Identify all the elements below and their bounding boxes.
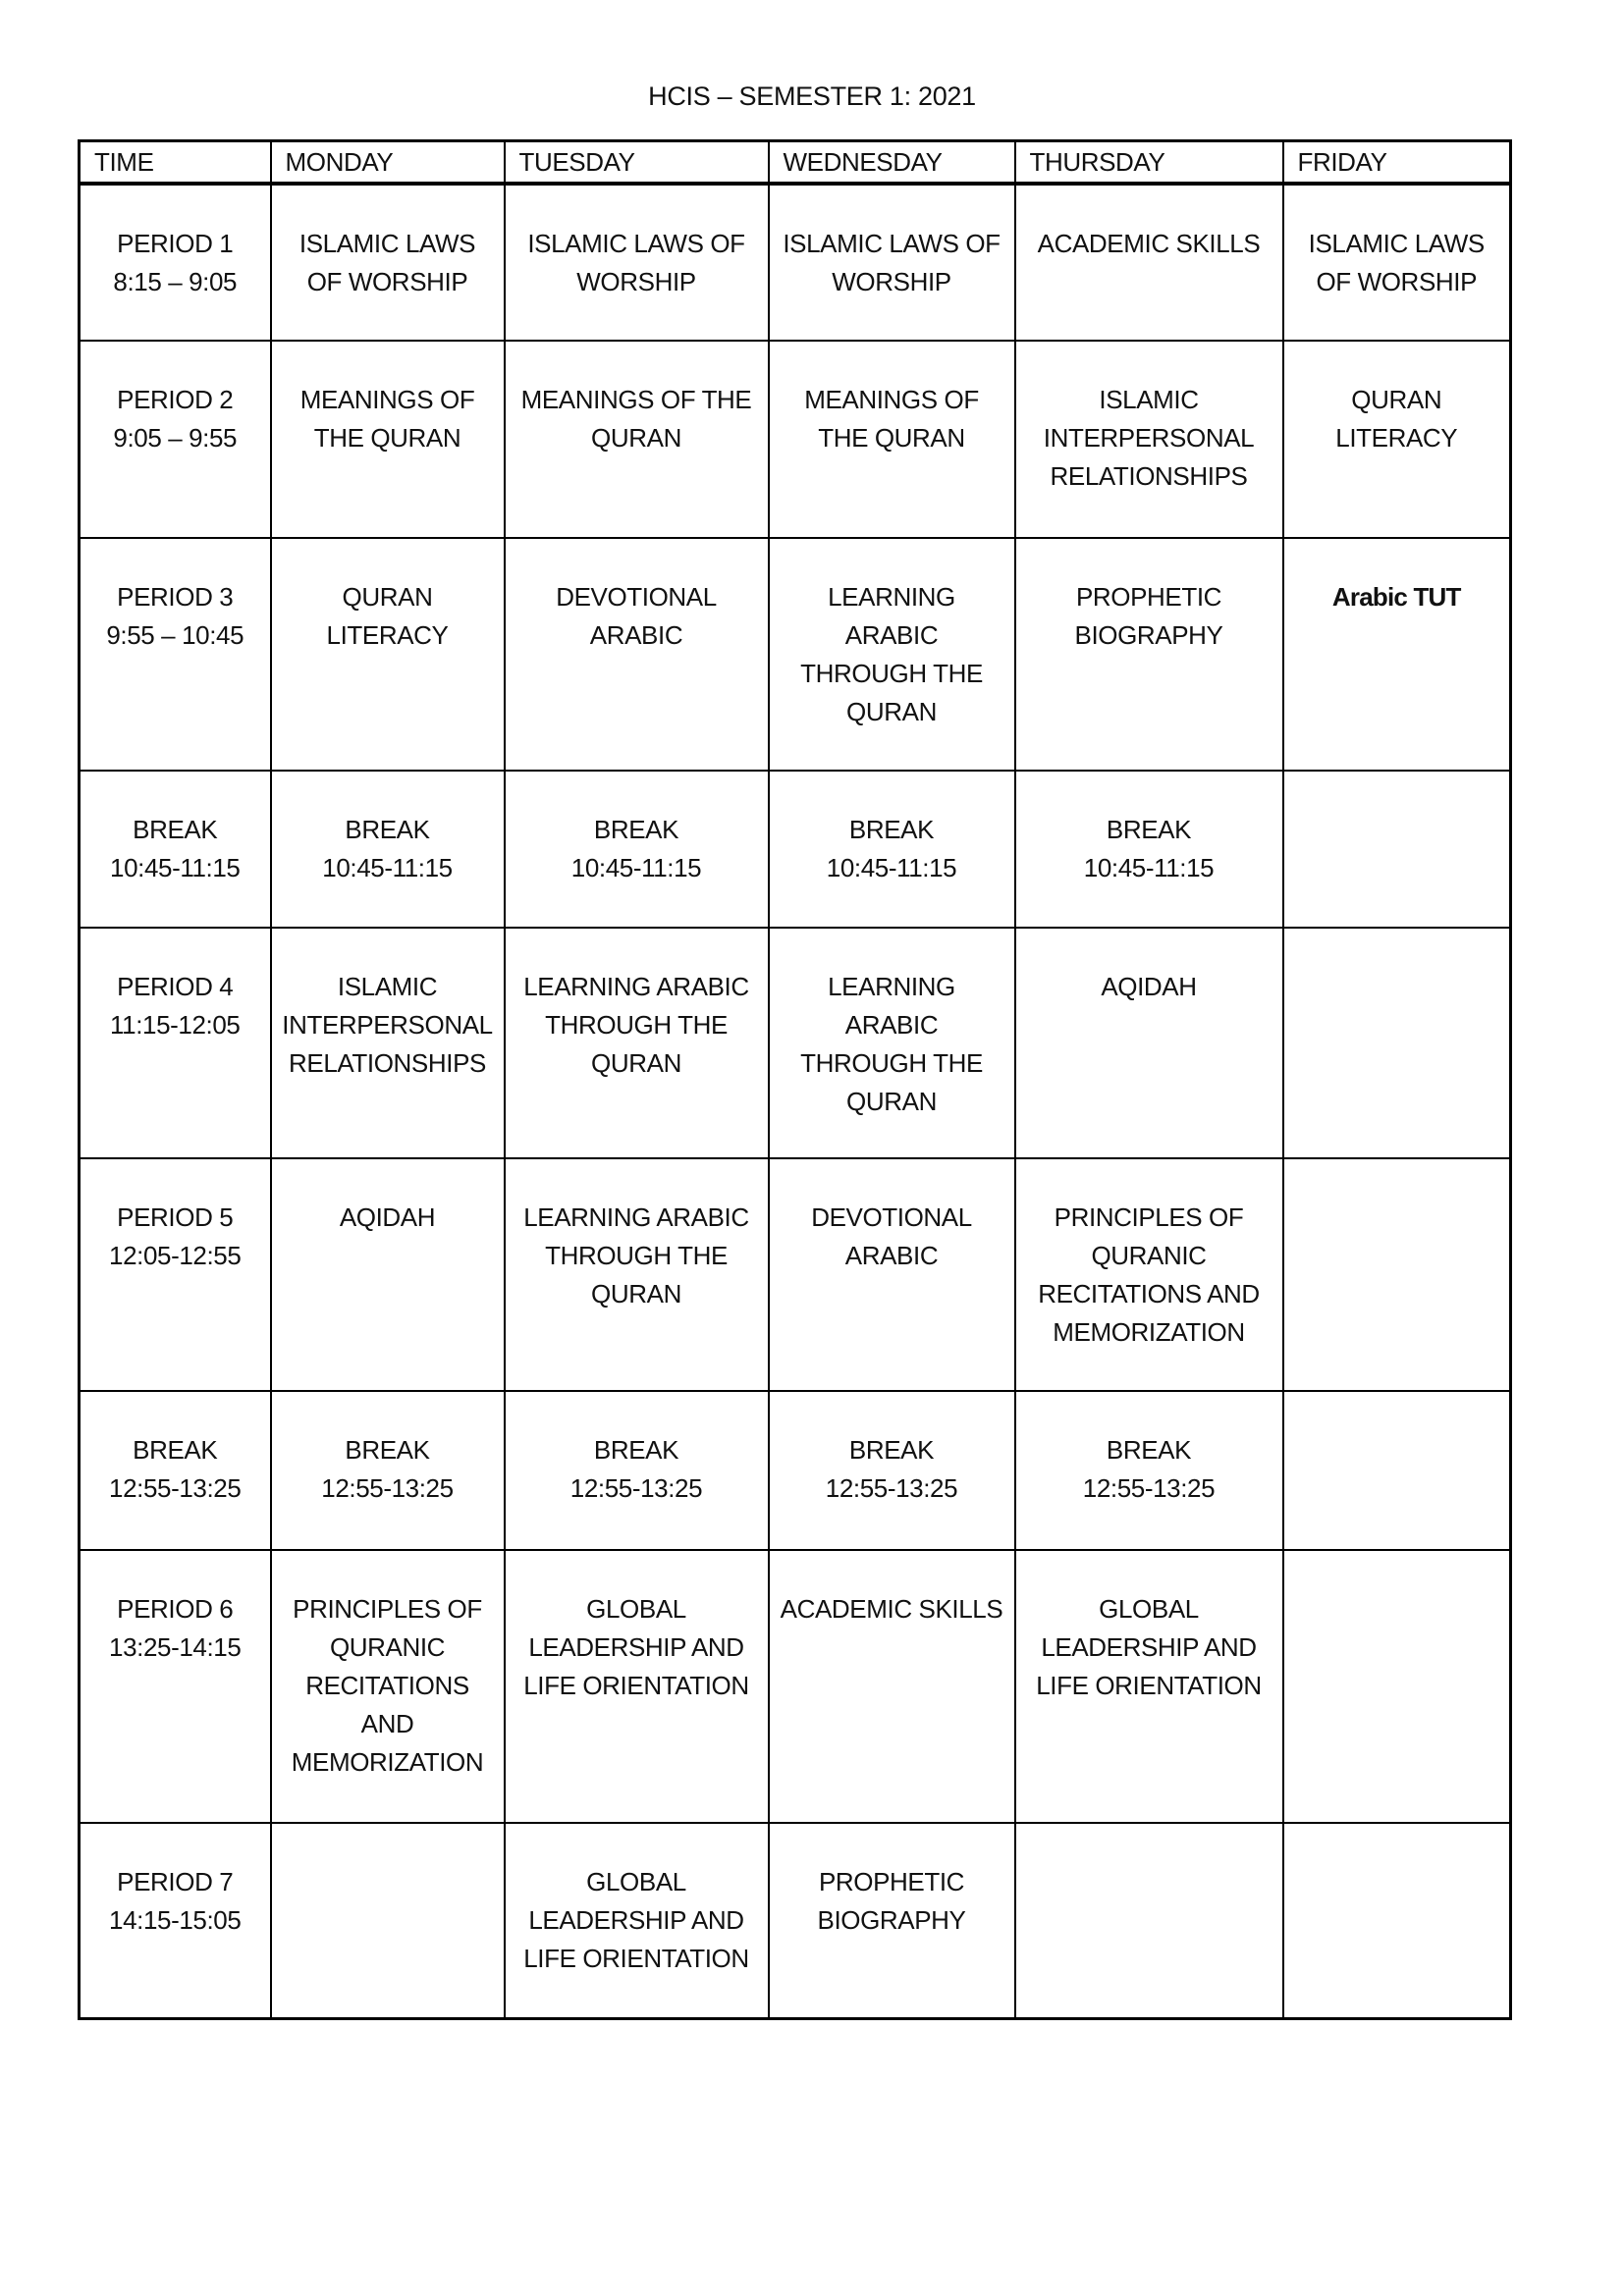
cell-thursday <box>1015 1158 1283 1391</box>
cell-friday <box>1283 1550 1511 1823</box>
header-tuesday: TUESDAY <box>505 141 769 185</box>
subject-line: MEMORIZATION <box>291 1747 484 1777</box>
subject-line: ISLAMIC LAWS <box>1308 229 1485 258</box>
cell-tuesday <box>505 1391 769 1550</box>
subject-line: ARABIC <box>844 620 939 650</box>
subject-line: AQIDAH <box>339 1202 436 1232</box>
cell-tuesday <box>505 538 769 771</box>
table-row <box>80 1550 1511 1823</box>
table-row <box>80 771 1511 928</box>
subject-line: BIOGRAPHY <box>1074 620 1223 650</box>
table-row <box>80 1391 1511 1550</box>
subject-line: THE QURAN <box>313 423 461 453</box>
header-thursday: THURSDAY <box>1015 141 1283 185</box>
cell-tuesday <box>505 1550 769 1823</box>
subject-line: ARABIC <box>844 1241 939 1270</box>
subject-line: BREAK <box>593 1435 679 1465</box>
cell-tuesday <box>505 928 769 1158</box>
time-cell-line: 9:05 – 9:55 <box>113 423 238 453</box>
header-friday: FRIDAY <box>1283 141 1511 185</box>
subject-line: MEANINGS OF <box>299 385 475 414</box>
subject-line: LITERACY <box>326 620 449 650</box>
subject-line: BREAK <box>1106 1435 1192 1465</box>
subject-line: WORSHIP <box>576 267 696 296</box>
document-title: HCIS – SEMESTER 1: 2021 <box>648 81 976 111</box>
subject-line: LEARNING <box>828 972 955 1001</box>
subject-line: OF WORSHIP <box>1316 267 1478 296</box>
time-cell-line: 13:25-14:15 <box>109 1632 242 1662</box>
cell-thursday <box>1015 1823 1283 2018</box>
time-cell-line: PERIOD 2 <box>117 385 234 414</box>
time-cell-line: PERIOD 4 <box>117 972 234 1001</box>
cell-tuesday <box>505 1823 769 2018</box>
subject-line: LIFE ORIENTATION <box>523 1944 749 1973</box>
cell-thursday <box>1015 771 1283 928</box>
subject-line: 12:55-13:25 <box>1082 1473 1216 1503</box>
subject-line: LEARNING <box>828 582 955 612</box>
time-cell-line: PERIOD 3 <box>117 582 234 612</box>
subject-line: ACADEMIC SKILLS <box>1037 229 1261 258</box>
subject-line: THROUGH THE <box>800 1048 983 1078</box>
subject-line: QURAN <box>342 582 433 612</box>
time-cell-line: 14:15-15:05 <box>109 1905 242 1935</box>
time-cell-line: BREAK <box>133 1435 218 1465</box>
subject-line: BREAK <box>848 815 935 844</box>
subject-line: QURAN <box>846 697 937 726</box>
subject-line: QURAN <box>846 1087 937 1116</box>
subject-line: QURANIC <box>1091 1241 1207 1270</box>
subject-line: LEARNING ARABIC <box>523 1202 749 1232</box>
cell-thursday <box>1015 1550 1283 1823</box>
subject-line: QURAN <box>591 1279 681 1308</box>
timetable <box>78 139 1512 2020</box>
subject-line: BREAK <box>345 1435 430 1465</box>
cell-friday <box>1283 1823 1511 2018</box>
timetable-body <box>80 184 1511 2018</box>
subject-line: THROUGH THE <box>545 1010 728 1040</box>
cell-wednesday <box>769 771 1015 928</box>
subject-line: LEADERSHIP AND <box>528 1905 744 1935</box>
subject-line: RECITATIONS AND <box>1038 1279 1260 1308</box>
subject-line: 10:45-11:15 <box>322 853 453 882</box>
subject-line: THROUGH THE <box>545 1241 728 1270</box>
cell-friday <box>1283 341 1511 538</box>
subject-line: QURAN <box>1351 385 1442 414</box>
subject-line: LIFE ORIENTATION <box>1036 1671 1262 1700</box>
subject-line: PROPHETIC <box>1075 582 1222 612</box>
subject-line: LIFE ORIENTATION <box>523 1671 749 1700</box>
time-cell <box>80 1158 271 1391</box>
cell-friday <box>1283 1158 1511 1391</box>
table-row <box>80 928 1511 1158</box>
subject-line: LITERACY <box>1335 423 1458 453</box>
subject-line: ACADEMIC SKILLS <box>780 1594 1003 1624</box>
time-cell-line: 12:55-13:25 <box>109 1473 242 1503</box>
subject-line: WORSHIP <box>832 267 951 296</box>
subject-line: QURAN <box>591 423 681 453</box>
time-cell <box>80 184 271 341</box>
header-time: TIME <box>80 141 271 185</box>
cell-tuesday <box>505 1158 769 1391</box>
cell-monday <box>271 771 505 928</box>
time-cell <box>80 341 271 538</box>
subject-line: ISLAMIC <box>337 972 438 1001</box>
cell-monday <box>271 538 505 771</box>
subject-line: ISLAMIC LAWS <box>298 229 476 258</box>
time-cell <box>80 1550 271 1823</box>
header-row <box>80 141 1511 185</box>
cell-friday <box>1283 1391 1511 1550</box>
time-cell <box>80 771 271 928</box>
time-cell-line: 12:05-12:55 <box>109 1241 242 1270</box>
time-cell-line: PERIOD 1 <box>117 229 234 258</box>
subject-line: PROPHETIC <box>818 1867 965 1896</box>
subject-line: BREAK <box>1106 815 1192 844</box>
table-row <box>80 538 1511 771</box>
table-row <box>80 184 1511 341</box>
cell-wednesday <box>769 341 1015 538</box>
subject-line: LEADERSHIP AND <box>1041 1632 1257 1662</box>
subject-line: BREAK <box>848 1435 935 1465</box>
subject-line: ISLAMIC LAWS OF <box>783 229 1001 258</box>
subject-line: ARABIC <box>844 1010 939 1040</box>
subject-line: ISLAMIC <box>1099 385 1199 414</box>
table-row <box>80 1158 1511 1391</box>
subject-line: MEMORIZATION <box>1053 1317 1245 1347</box>
header-wednesday: WEDNESDAY <box>769 141 1015 185</box>
subject-line: INTERPERSONAL <box>1043 423 1255 453</box>
cell-thursday <box>1015 184 1283 341</box>
subject-line: Arabic TUT <box>1331 582 1461 612</box>
cell-wednesday <box>769 1550 1015 1823</box>
subject-line: RECITATIONS <box>305 1671 469 1700</box>
subject-line: GLOBAL <box>586 1867 686 1896</box>
subject-line: BREAK <box>593 815 679 844</box>
subject-line: ISLAMIC LAWS OF <box>527 229 745 258</box>
subject-line: GLOBAL <box>1099 1594 1199 1624</box>
subject-line: PRINCIPLES OF <box>293 1594 482 1624</box>
time-cell-line: BREAK <box>133 815 218 844</box>
cell-monday <box>271 341 505 538</box>
cell-thursday <box>1015 1391 1283 1550</box>
table-row <box>80 1823 1511 2018</box>
cell-friday <box>1283 771 1511 928</box>
subject-line: DEVOTIONAL <box>811 1202 972 1232</box>
cell-tuesday <box>505 184 769 341</box>
time-cell-line: 8:15 – 9:05 <box>113 267 238 296</box>
subject-line: INTERPERSONAL <box>282 1010 493 1040</box>
subject-line: BIOGRAPHY <box>817 1905 966 1935</box>
subject-line: MEANINGS OF <box>804 385 979 414</box>
cell-thursday <box>1015 341 1283 538</box>
cell-wednesday <box>769 1158 1015 1391</box>
subject-line: 10:45-11:15 <box>1083 853 1215 882</box>
subject-line: BREAK <box>345 815 430 844</box>
subject-line: OF WORSHIP <box>306 267 468 296</box>
cell-wednesday <box>769 1823 1015 2018</box>
time-cell-line: PERIOD 7 <box>117 1867 234 1896</box>
time-cell <box>80 1823 271 2018</box>
cell-monday <box>271 1391 505 1550</box>
subject-line: MEANINGS OF THE <box>520 385 752 414</box>
table-row <box>80 341 1511 538</box>
cell-thursday <box>1015 928 1283 1158</box>
header-monday: MONDAY <box>271 141 505 185</box>
time-cell <box>80 1391 271 1550</box>
subject-line: THROUGH THE <box>800 659 983 688</box>
subject-line: 12:55-13:25 <box>825 1473 958 1503</box>
time-cell-line: 10:45-11:15 <box>110 853 241 882</box>
cell-tuesday <box>505 771 769 928</box>
subject-line: 10:45-11:15 <box>570 853 702 882</box>
cell-friday <box>1283 928 1511 1158</box>
subject-line: RELATIONSHIPS <box>1050 461 1248 491</box>
time-cell-line: 11:15-12:05 <box>110 1010 241 1040</box>
subject-line: ARABIC <box>589 620 683 650</box>
cell-monday <box>271 1550 505 1823</box>
cell-friday <box>1283 538 1511 771</box>
cell-monday <box>271 928 505 1158</box>
subject-line: AQIDAH <box>1101 972 1197 1001</box>
cell-friday <box>1283 184 1511 341</box>
subject-line: QURANIC <box>329 1632 446 1662</box>
subject-line: GLOBAL <box>586 1594 686 1624</box>
subject-line: LEADERSHIP AND <box>528 1632 744 1662</box>
cell-tuesday <box>505 341 769 538</box>
cell-wednesday <box>769 538 1015 771</box>
time-cell <box>80 538 271 771</box>
subject-line: PRINCIPLES OF <box>1054 1202 1244 1232</box>
time-cell-line: PERIOD 6 <box>117 1594 234 1624</box>
subject-line: LEARNING ARABIC <box>523 972 749 1001</box>
subject-line: 10:45-11:15 <box>826 853 957 882</box>
cell-monday <box>271 1158 505 1391</box>
cell-wednesday <box>769 1391 1015 1550</box>
subject-line: RELATIONSHIPS <box>289 1048 486 1078</box>
cell-monday <box>271 1823 505 2018</box>
subject-line: 12:55-13:25 <box>569 1473 703 1503</box>
subject-line: 12:55-13:25 <box>321 1473 454 1503</box>
cell-monday <box>271 184 505 341</box>
subject-line: THE QURAN <box>818 423 965 453</box>
subject-line: QURAN <box>591 1048 681 1078</box>
cell-wednesday <box>769 184 1015 341</box>
cell-wednesday <box>769 928 1015 1158</box>
cell-thursday <box>1015 538 1283 771</box>
time-cell-line: PERIOD 5 <box>117 1202 234 1232</box>
subject-line: AND <box>360 1709 414 1738</box>
time-cell <box>80 928 271 1158</box>
time-cell-line: 9:55 – 10:45 <box>106 620 244 650</box>
subject-line: DEVOTIONAL <box>556 582 717 612</box>
